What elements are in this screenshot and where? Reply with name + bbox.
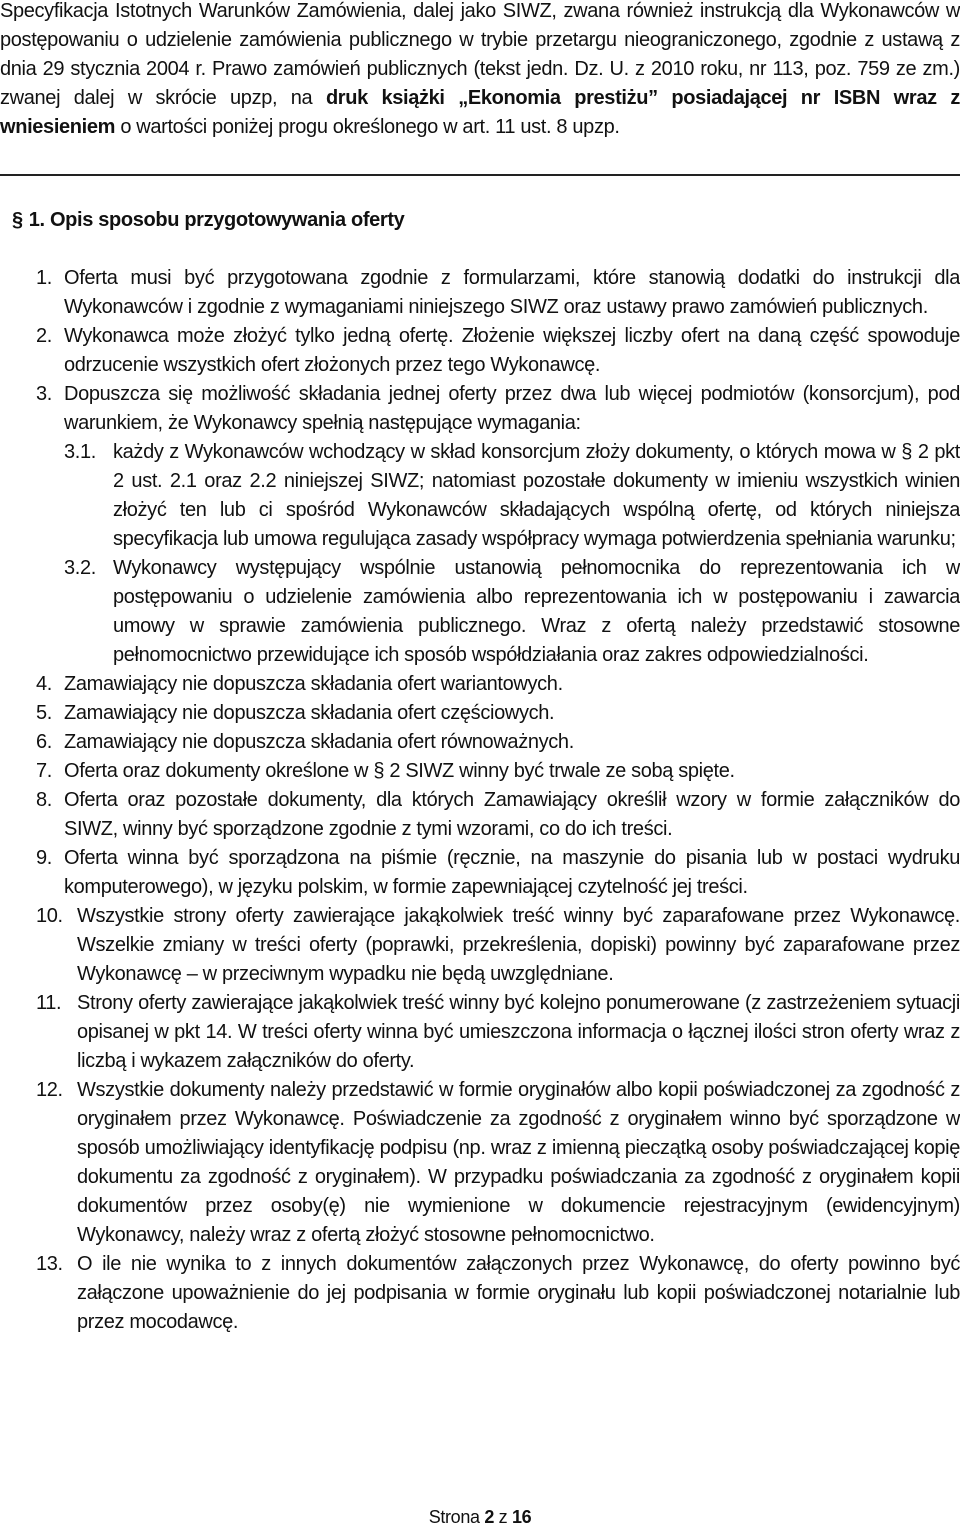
paragraph-sign: § [12,209,23,231]
list-item-text: każdy z Wykonawców wchodzący w skład konsorcjum złoży dokumenty, o których mowa w § 2 pkt 2 ust. 2.1 oraz 2.2 niniejszej SIWZ; natomiast pozostałe dokumenty w imieniu wszystkich winien złożyć ten lub ci spośród Wykonawców składających wspólną ofertę, od których niniejsza specyfikacja lub umowa regulująca zasady współpracy wymaga potwierdzenia spełniania warunku; [113,441,960,550]
list-item-number: 2. [36,325,52,347]
list-item [0,757,960,786]
list-item-text: Strony oferty zawierające jakąkolwiek treść winny być kolejno ponumerowane (z zastrzeżeniem sytuacji opisanej w pkt 14. W treści oferty winna być umieszczona informacja o łącznej ilości stron oferty wraz z liczbą i wykazem załączników do oferty. [77,992,960,1072]
list-item-number: 3.2. [64,557,96,579]
list-item-text: Wykonawcy występujący wspólnie ustanowią pełnomocnika do reprezentowania ich w postępowaniu o udzielenie zamówienia albo reprezentowania ich w postępowaniu i zawarcia umowy w sprawie zamówienia publicznego. Wraz z ofertą należy przedstawić stosowne pełnomocnictwo przewidujące ich sposób współdziałania oraz zakres odpowiedzialności. [113,557,960,666]
footer-page-label: Strona [428,1507,480,1527]
list-item [0,1076,960,1250]
list-item-text: Zamawiający nie dopuszcza składania ofert równoważnych. [64,731,574,753]
list-item-number: 7. [36,760,52,782]
numbered-list [0,264,960,1337]
intro-text-b: o wartości poniżej progu określonego w art. 11 ust. 8 upzp. [120,116,620,138]
list-item-text: Oferta winna być sporządzona na piśmie (ręcznie, na maszynie do pisania lub w postaci wydruku komputerowego), w języku polskim, w formie zapewniającej czytelność jej treści. [64,847,960,898]
footer-separator: z [498,1507,508,1527]
list-item-number: 4. [36,673,52,695]
list-item-text: Zamawiający nie dopuszcza składania ofert częściowych. [64,702,555,724]
list-item-number: 9. [36,847,52,869]
list-item [0,264,960,322]
intro-paragraph [0,0,960,142]
list-item-number: 12. [36,1079,63,1101]
list-item [0,380,960,438]
list-item-number: 1. [36,267,52,289]
list-item-number: 5. [36,702,52,724]
list-subitem [0,554,960,670]
section-title: 1. Opis sposobu przygotowywania oferty [28,209,405,231]
list-item [0,699,960,728]
list-item [0,989,960,1076]
footer-current-page: 2 [484,1507,494,1527]
section-heading [12,206,404,235]
list-subitem [0,438,960,554]
list-item-text: Oferta oraz pozostałe dokumenty, dla których Zamawiający określił wzory w formie załączników do SIWZ, winny być sporządzone zgodnie z tymi wzorami, co do ich treści. [64,789,960,840]
list-item-text: Oferta musi być przygotowana zgodnie z formularzami, które stanowią dodatki do instrukcji dla Wykonawców i zgodnie z wymaganiami niniejszego SIWZ oraz ustawy prawo zamówień publicznych. [64,267,960,318]
horizontal-rule [0,174,960,176]
page-footer [0,1505,960,1529]
list-item [0,786,960,844]
list-item [0,322,960,380]
list-item-text: O ile nie wynika to z innych dokumentów załączonych przez Wykonawcę, do oferty powinno być załączone upoważnienie do jej podpisania w formie oryginału lub kopii poświadczonej notarialnie lub przez mocodawcę. [77,1253,960,1333]
list-item [0,728,960,757]
list-item [0,844,960,902]
intro-text-a: Specyfikacja Istotnych Warunków Zamówienia, dalej jako SIWZ, zwana również instrukcją dla Wykonawców w postępowaniu o udzielenie zamówienia publicznego w trybie przetargu nieograniczonego, zgodnie z ustawą z dnia 29 stycznia 2004 r. Prawo zamówień publicznych (tekst jedn. Dz. U. z 2010 roku, nr 113, poz. 759 ze zm.) zwanej dalej w skrócie upzp, na [0,0,960,109]
list-item-text: Dopuszcza się możliwość składania jednej oferty przez dwa lub więcej podmiotów (konsorcjum), pod warunkiem, że Wykonawcy spełnią następujące wymagania: [64,383,960,434]
list-item-text: Wszystkie strony oferty zawierające jakąkolwiek treść winny być zaparafowane przez Wykonawcę. Wszelkie zmiany w treści oferty (poprawki, przekreślenia, dopiski) powinny być zaparafowane przez Wykonawcę – w przeciwnym wypadku nie będą uwzględniane. [77,905,960,985]
list-item-text: Zamawiający nie dopuszcza składania ofert wariantowych. [64,673,563,695]
footer-total-pages: 16 [511,1507,532,1527]
list-item [0,670,960,699]
list-item-number: 6. [36,731,52,753]
list-item-text: Wszystkie dokumenty należy przedstawić w formie oryginałów albo kopii poświadczonej za zgodność z oryginałem przez Wykonawcę. Poświadczenie za zgodność z oryginałem winno być sporządzone w sposób umożliwiający identyfikację podpisu (np. wraz z imienną pieczątką osoby poświadczającej kopię dokumentu za zgodność z oryginałem). W przypadku poświadczania za zgodność z oryginałem kopii dokumentów przez osoby(ę) nie wymienione w dokumencie rejestracyjnym (ewidencyjnym) Wykonawcy, należy wraz z ofertą złożyć stosowne pełnomocnictwo. [77,1079,960,1246]
list-item-number: 13. [36,1253,63,1275]
list-item-number: 3. [36,383,52,405]
list-item-number: 10. [36,905,63,927]
list-item-text: Wykonawca może złożyć tylko jedną ofertę. Złożenie większej liczby ofert na daną część spowoduje odrzucenie wszystkich ofert złożonych przez tego Wykonawcę. [64,325,960,376]
list-item-text: Oferta oraz dokumenty określone w § 2 SIWZ winny być trwale ze sobą spięte. [64,760,735,782]
list-item [0,902,960,989]
list-item-number: 8. [36,789,52,811]
intro-bold-subject: druk książki „Ekonomia prestiżu” posiadającej nr ISBN wraz z wniesieniem [0,87,960,138]
list-item-number: 11. [36,992,62,1014]
list-item-number: 3.1. [64,441,96,463]
list-item [0,1250,960,1337]
